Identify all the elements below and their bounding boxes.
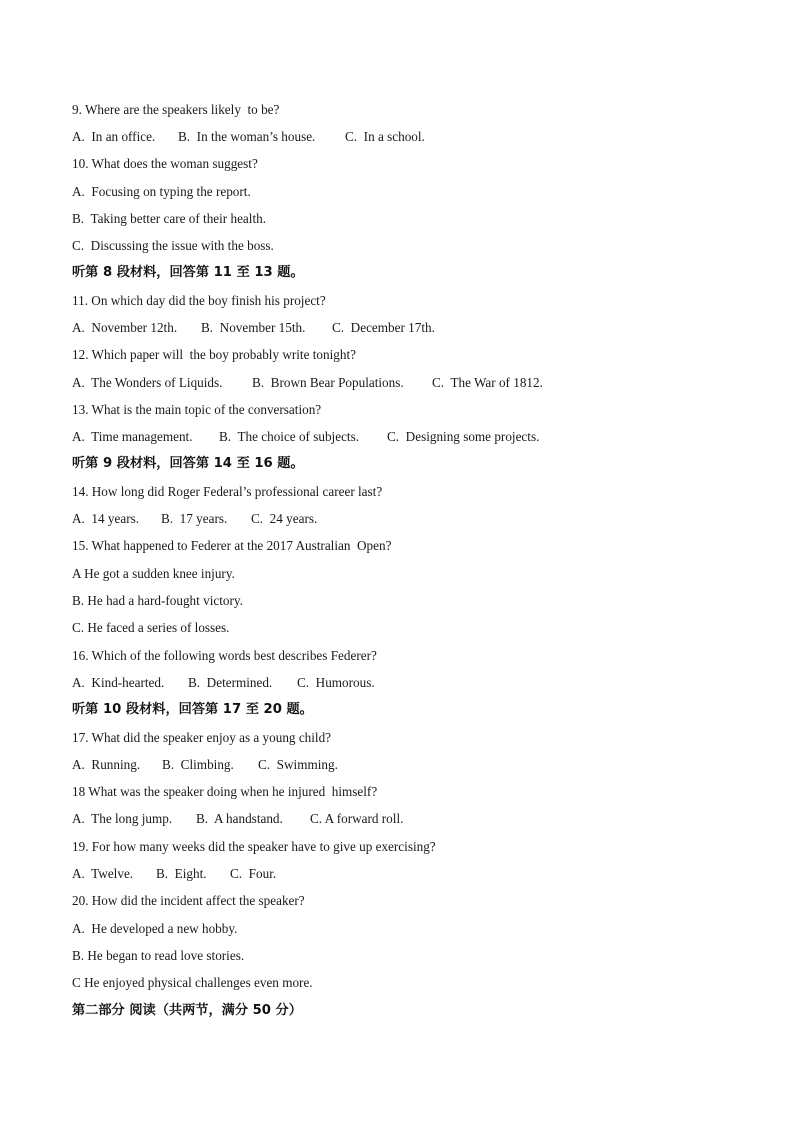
option-12b: B. Brown Bear Populations.	[252, 375, 404, 390]
question-17: 17. What did the speaker enjoy as a young child?	[72, 730, 332, 745]
option-16a: A. Kind-hearted.	[72, 675, 165, 690]
option-15c: C. He faced a series of losses.	[72, 620, 230, 635]
question-10: 10. What does the woman suggest?	[72, 156, 258, 171]
question-11: 11. On which day did the boy finish his project?	[72, 293, 326, 308]
option-14a: A. 14 years.	[72, 511, 140, 526]
option-12c: C. The War of 1812.	[432, 375, 543, 390]
option-19c: C. Four.	[230, 866, 277, 881]
option-13c: C. Designing some projects.	[387, 429, 540, 444]
option-17b: B. Climbing.	[162, 757, 234, 772]
option-9b: B. In the woman’s house.	[178, 129, 316, 144]
option-16c: C. Humorous.	[297, 675, 375, 690]
option-9c: C. In a school.	[345, 129, 425, 144]
option-19b: B. Eight.	[156, 866, 207, 881]
option-13b: B. The choice of subjects.	[219, 429, 360, 444]
question-20: 20. How did the incident affect the speaker?	[72, 893, 305, 908]
question-16: 16. Which of the following words best describes Federer?	[72, 648, 377, 663]
options-row-12	[72, 374, 592, 392]
question-15: 15. What happened to Federer at the 2017 Australian Open?	[72, 538, 392, 553]
options-row-13	[72, 428, 592, 446]
options-row-14	[72, 510, 352, 528]
option-15a: A He got a sudden knee injury.	[72, 566, 235, 581]
option-20c: C He enjoyed physical challenges even more.	[72, 975, 313, 990]
section-header-9: 听第 9 段材料，回答第 14 至 16 题。	[72, 456, 304, 471]
option-18c: C. A forward roll.	[310, 811, 404, 826]
option-12a: A. The Wonders of Liquids.	[72, 375, 223, 390]
option-19a: A. Twelve.	[72, 866, 134, 881]
option-18b: B. A handstand.	[196, 811, 283, 826]
option-14c: C. 24 years.	[251, 511, 318, 526]
options-row-16	[72, 674, 412, 692]
options-row-19	[72, 865, 312, 883]
option-16b: B. Determined.	[188, 675, 273, 690]
option-15b: B. He had a hard-fought victory.	[72, 593, 243, 608]
option-10a: A. Focusing on typing the report.	[72, 184, 251, 199]
question-13: 13. What is the main topic of the conversation?	[72, 402, 322, 417]
option-14b: B. 17 years.	[161, 511, 228, 526]
option-13a: A. Time management.	[72, 429, 193, 444]
option-11c: C. December 17th.	[332, 320, 435, 335]
option-11b: B. November 15th.	[201, 320, 306, 335]
section-header-10: 听第 10 段材料，回答第 17 至 20 题。	[72, 702, 313, 717]
option-20a: A. He developed a new hobby.	[72, 921, 238, 936]
option-10b: B. Taking better care of their health.	[72, 211, 267, 226]
options-row-11	[72, 319, 492, 337]
options-row-18	[72, 810, 432, 828]
part-two-header: 第二部分 阅读（共两节，满分 50 分）	[72, 1003, 302, 1018]
option-17a: A. Running.	[72, 757, 141, 772]
question-14: 14. How long did Roger Federal’s professional career last?	[72, 484, 383, 499]
option-18a: A. The long jump.	[72, 811, 173, 826]
question-9: 9. Where are the speakers likely to be?	[72, 102, 280, 117]
question-18: 18 What was the speaker doing when he injured himself?	[72, 784, 378, 799]
options-row-9	[72, 128, 472, 146]
question-12: 12. Which paper will the boy probably write tonight?	[72, 347, 356, 362]
option-17c: C. Swimming.	[258, 757, 338, 772]
options-row-17	[72, 756, 372, 774]
option-9a: A. In an office.	[72, 129, 156, 144]
option-10c: C. Discussing the issue with the boss.	[72, 238, 274, 253]
section-header-8: 听第 8 段材料，回答第 11 至 13 题。	[72, 265, 304, 280]
option-11a: A. November 12th.	[72, 320, 178, 335]
question-19: 19. For how many weeks did the speaker have to give up exercising?	[72, 839, 436, 854]
option-20b: B. He began to read love stories.	[72, 948, 245, 963]
